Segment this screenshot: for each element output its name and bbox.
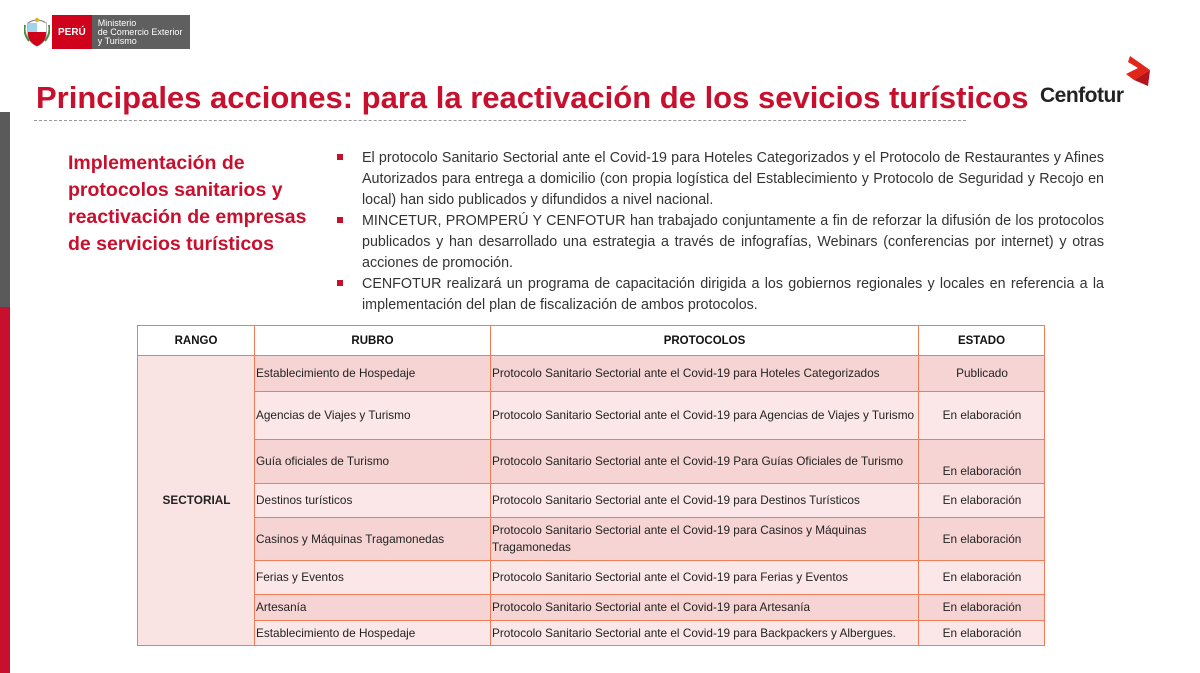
peru-text: PERÚ (58, 26, 86, 38)
protocolo-cell: Protocolo Sanitario Sectorial ante el Covid-19 para Artesanía (491, 595, 919, 621)
protocolo-cell: Protocolo Sanitario Sectorial ante el Covid-19 para Hoteles Categorizados (491, 356, 919, 392)
estado-cell: En elaboración (919, 561, 1045, 595)
header-rubro: RUBRO (255, 326, 491, 356)
protocolo-cell: Protocolo Sanitario Sectorial ante el Covid-19 para Backpackers y Albergues. (491, 621, 919, 646)
list-item (337, 148, 1104, 211)
header-estado: ESTADO (919, 326, 1045, 356)
protocolo-cell: Protocolo Sanitario Sectorial ante el Covid-19 para Ferias y Eventos (491, 561, 919, 595)
cenfotur-logo-mark-icon (1122, 56, 1152, 97)
table-row (138, 595, 1045, 621)
peru-crest-icon (22, 15, 52, 49)
list-item (337, 274, 1104, 316)
table-header-row (138, 326, 1045, 356)
header-rango: RANGO (138, 326, 255, 356)
table-row (138, 484, 1045, 518)
table-row (138, 621, 1045, 646)
rubro-cell: Ferias y Eventos (255, 561, 491, 595)
bullet-text: El protocolo Sanitario Sectorial ante el Covid-19 para Hoteles Categorizados y el Protocolo de Restaurantes y Afines Autorizados para entrega a domicilio (con propia logística del Establecimiento y Protocolo de Seguridad y Recojo en local) han sido publicados y difundidos a nivel nacional. (362, 150, 1104, 208)
rubro-cell: Establecimiento de Hospedaje (255, 356, 491, 392)
protocols-table (137, 325, 1045, 646)
estado-cell: En elaboración (919, 595, 1045, 621)
cenfotur-logo (1040, 56, 1160, 108)
estado-cell: Publicado (919, 356, 1045, 392)
rubro-cell: Establecimiento de Hospedaje (255, 621, 491, 646)
table-row (138, 440, 1045, 484)
page-title-bold: Principales acciones: (36, 80, 354, 115)
bullet-text: MINCETUR, PROMPERÚ Y CENFOTUR han trabajado conjuntamente a fin de reforzar la difusión de los protocolos publicados y han desarrollado una estrategia a través de infografías, Webinars (conferencias por internet) y otras acciones de promoción. (362, 213, 1104, 271)
header-protocolos: PROTOCOLOS (491, 326, 919, 356)
bullet-square-icon (337, 217, 343, 223)
ministry-line-2: de Comercio Exterior (97, 27, 183, 37)
protocolo-cell: Protocolo Sanitario Sectorial ante el Covid-19 para Casinos y Máquinas Tragamonedas (491, 518, 919, 561)
title-divider (34, 120, 966, 121)
page-title-normal: para la reactivación de los sevicios turísticos (361, 80, 1029, 115)
estado-cell: En elaboración (919, 440, 1045, 484)
ministry-line-3: y Turismo (97, 36, 137, 46)
ministry-label (92, 15, 191, 49)
rango-cell: SECTORIAL (138, 356, 255, 646)
side-accent-gray (0, 112, 10, 307)
rubro-cell: Casinos y Máquinas Tragamonedas (255, 518, 491, 561)
estado-cell: En elaboración (919, 392, 1045, 440)
bullet-square-icon (337, 154, 343, 160)
rubro-cell: Agencias de Viajes y Turismo (255, 392, 491, 440)
peru-label (52, 15, 92, 49)
protocolo-cell: Protocolo Sanitario Sectorial ante el Covid-19 para Agencias de Viajes y Turismo (491, 392, 919, 440)
side-accent-red (0, 307, 10, 673)
estado-cell: En elaboración (919, 518, 1045, 561)
protocolo-cell: Protocolo Sanitario Sectorial ante el Covid-19 para Destinos Turísticos (491, 484, 919, 518)
bullet-list (337, 148, 1104, 316)
rubro-cell: Destinos turísticos (255, 484, 491, 518)
ministry-line-1: Ministerio (97, 18, 137, 28)
table-row (138, 392, 1045, 440)
bullet-text: CENFOTUR realizará un programa de capacitación dirigida a los gobiernos regionales y locales en referencia a la implementación del plan de fiscalización de ambos protocolos. (362, 276, 1104, 313)
page-title (36, 80, 1028, 116)
protocolo-cell: Protocolo Sanitario Sectorial ante el Covid-19 Para Guías Oficiales de Turismo (491, 440, 919, 484)
cenfotur-wordmark: Cenfotur (1040, 84, 1124, 107)
list-item (337, 211, 1104, 274)
table-row (138, 561, 1045, 595)
estado-cell: En elaboración (919, 621, 1045, 646)
ministry-logo (22, 15, 190, 49)
estado-cell: En elaboración (919, 484, 1045, 518)
rubro-cell: Guía oficiales de Turismo (255, 440, 491, 484)
table-row (138, 518, 1045, 561)
table-row (138, 356, 1045, 392)
rubro-cell: Artesanía (255, 595, 491, 621)
bullet-square-icon (337, 280, 343, 286)
section-subtitle: Implementación de protocolos sanitarios y reactivación de empresas de servicios turísticos (68, 152, 307, 255)
